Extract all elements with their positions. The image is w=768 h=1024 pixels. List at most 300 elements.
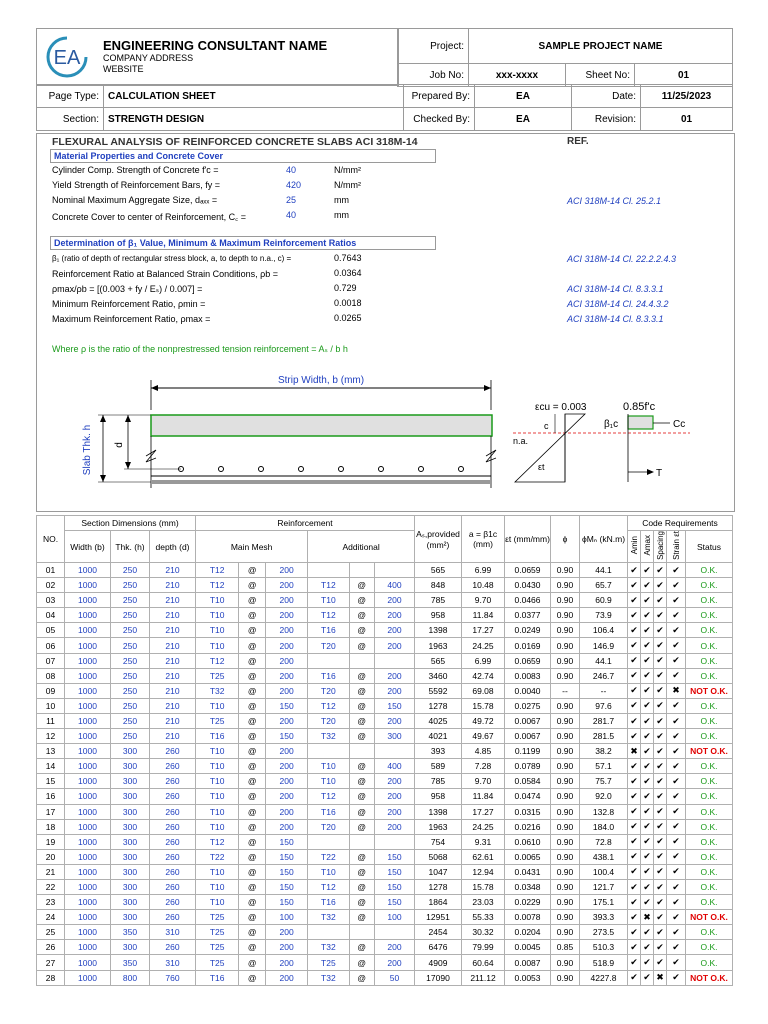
table-cell: 260 — [150, 895, 196, 910]
materials-heading: Material Properties and Concrete Cover — [50, 149, 436, 163]
table-cell: 281.7 — [580, 713, 628, 728]
table-cell: 13 — [37, 744, 65, 759]
cc-label: Cc — [673, 419, 686, 430]
table-cell: 11 — [37, 713, 65, 728]
table-cell: 1000 — [65, 804, 111, 819]
table-cell: 17.27 — [462, 804, 505, 819]
table-cell: 79.99 — [462, 940, 505, 955]
material-label: Nominal Maximum Aggregate Size, dₐₓₓ = — [52, 195, 218, 205]
table-cell: 1963 — [415, 638, 462, 653]
table-cell: ✔ — [667, 955, 686, 970]
table-cell: 200 — [266, 593, 308, 608]
table-cell: 250 — [111, 683, 150, 698]
prepared-value: EA — [475, 85, 572, 108]
table-cell: @ — [349, 608, 374, 623]
table-cell: ✔ — [667, 819, 686, 834]
table-cell: 92.0 — [580, 789, 628, 804]
table-cell: 200 — [266, 955, 308, 970]
table-cell: 9.31 — [462, 834, 505, 849]
table-cell: ✔ — [628, 638, 641, 653]
header-right-table — [397, 28, 733, 87]
table-cell: O.K. — [686, 713, 733, 728]
table-cell: 18 — [37, 819, 65, 834]
material-label: Cylinder Comp. Strength of Concrete f'c = — [52, 165, 219, 175]
table-cell: ✔ — [641, 925, 654, 940]
table-cell: 6.99 — [462, 563, 505, 578]
table-cell: 44.1 — [580, 653, 628, 668]
table-cell: T25 — [196, 925, 239, 940]
table-cell: ✔ — [667, 970, 686, 985]
d-label: d — [114, 442, 125, 448]
table-cell: T32 — [308, 729, 349, 744]
table-cell: ✔ — [628, 729, 641, 744]
table-cell — [349, 744, 374, 759]
table-cell: NOT O.K. — [686, 910, 733, 925]
table-cell: 0.0040 — [505, 683, 551, 698]
table-cell: ✔ — [641, 970, 654, 985]
table-cell: 200 — [374, 819, 414, 834]
table-cell — [374, 744, 414, 759]
table-cell: 211.12 — [462, 970, 505, 985]
table-cell — [308, 653, 349, 668]
table-cell: 07 — [37, 653, 65, 668]
table-cell: 5068 — [415, 849, 462, 864]
table-cell: O.K. — [686, 789, 733, 804]
table-cell: 1000 — [65, 849, 111, 864]
table-cell: T20 — [308, 819, 349, 834]
table-cell: 03 — [37, 593, 65, 608]
table-cell: ✔ — [654, 940, 667, 955]
table-row — [37, 879, 733, 894]
table-cell: 1864 — [415, 895, 462, 910]
table-cell: 1000 — [65, 729, 111, 744]
table-cell: 150 — [266, 834, 308, 849]
table-cell: T25 — [196, 940, 239, 955]
table-cell: T32 — [308, 970, 349, 985]
table-cell: 200 — [266, 653, 308, 668]
table-cell: ✔ — [628, 623, 641, 638]
table-cell: 200 — [266, 940, 308, 955]
table-cell: ✔ — [641, 653, 654, 668]
table-cell: T10 — [196, 819, 239, 834]
table-cell: T16 — [308, 804, 349, 819]
table-cell: ✔ — [641, 774, 654, 789]
table-cell — [349, 925, 374, 940]
table-cell: 848 — [415, 578, 462, 593]
revision-value: 01 — [641, 108, 733, 131]
table-cell: ✔ — [628, 668, 641, 683]
material-unit: N/mm² — [334, 180, 361, 190]
table-cell: T10 — [196, 698, 239, 713]
table-cell: ✔ — [654, 759, 667, 774]
table-cell: T22 — [196, 849, 239, 864]
table-cell: 25 — [37, 925, 65, 940]
company-address: COMPANY ADDRESS — [103, 53, 194, 63]
table-cell: 210 — [150, 608, 196, 623]
table-cell: @ — [239, 940, 266, 955]
table-cell: ✔ — [667, 563, 686, 578]
table-cell: 210 — [150, 713, 196, 728]
table-cell: 02 — [37, 578, 65, 593]
table-cell: ✔ — [641, 759, 654, 774]
table-cell: ✖ — [641, 910, 654, 925]
table-cell: T10 — [196, 804, 239, 819]
table-cell: @ — [239, 879, 266, 894]
slab-thk-label: Slab Thk. h — [82, 424, 93, 476]
table-cell: 5592 — [415, 683, 462, 698]
table-cell: 1000 — [65, 668, 111, 683]
beta-value: 0.0364 — [334, 268, 362, 278]
table-cell: 300 — [111, 759, 150, 774]
table-cell: 15.78 — [462, 879, 505, 894]
table-cell: 250 — [111, 638, 150, 653]
table-cell: 150 — [266, 864, 308, 879]
table-cell: ✔ — [654, 834, 667, 849]
table-cell: 150 — [374, 879, 414, 894]
table-cell: 210 — [150, 668, 196, 683]
table-cell: 1000 — [65, 744, 111, 759]
table-cell: @ — [349, 970, 374, 985]
table-cell: 250 — [111, 623, 150, 638]
table-cell: 0.0466 — [505, 593, 551, 608]
table-cell: ✔ — [641, 879, 654, 894]
table-cell: ✔ — [654, 789, 667, 804]
table-cell: O.K. — [686, 774, 733, 789]
project-label: Project: — [398, 29, 469, 64]
table-cell: 150 — [266, 879, 308, 894]
table-cell: 09 — [37, 683, 65, 698]
beta-ref: ACI 318M-14 Cl. 22.2.2.4.3 — [567, 254, 677, 264]
table-cell: @ — [239, 759, 266, 774]
table-cell: ✖ — [667, 683, 686, 698]
table-cell: @ — [239, 925, 266, 940]
table-cell: ✔ — [628, 578, 641, 593]
title-block — [36, 28, 733, 125]
table-cell: 106.4 — [580, 623, 628, 638]
table-cell: 0.90 — [551, 668, 580, 683]
table-cell: ✔ — [641, 713, 654, 728]
col-spacing: Spacing — [654, 531, 667, 563]
table-cell: 0.0610 — [505, 834, 551, 849]
table-cell: 0.90 — [551, 713, 580, 728]
date-label: Date: — [572, 85, 641, 108]
table-cell: 4021 — [415, 729, 462, 744]
table-cell: ✔ — [641, 668, 654, 683]
table-cell: @ — [349, 910, 374, 925]
table-cell: O.K. — [686, 563, 733, 578]
table-cell: 19 — [37, 834, 65, 849]
col-a: a = β1c (mm) — [462, 516, 505, 563]
table-cell: 42.74 — [462, 668, 505, 683]
table-row — [37, 578, 733, 593]
table-row — [37, 744, 733, 759]
table-cell: ✔ — [628, 940, 641, 955]
table-cell: 1000 — [65, 608, 111, 623]
table-cell: 1000 — [65, 774, 111, 789]
table-cell: ✔ — [654, 849, 667, 864]
col-code-req: Code Requirements — [628, 516, 733, 531]
table-cell: ✔ — [628, 789, 641, 804]
table-cell: ✔ — [628, 759, 641, 774]
table-cell: @ — [349, 774, 374, 789]
table-cell: @ — [349, 849, 374, 864]
table-cell: 200 — [266, 638, 308, 653]
table-cell: 12.94 — [462, 864, 505, 879]
beta-c-label: β₁c — [604, 419, 619, 430]
table-cell: 1000 — [65, 925, 111, 940]
table-cell: ✔ — [641, 789, 654, 804]
table-cell: ✔ — [628, 910, 641, 925]
beta-value: 0.0018 — [334, 298, 362, 308]
table-cell: 0.0659 — [505, 653, 551, 668]
table-cell: 38.2 — [580, 744, 628, 759]
table-cell: 50 — [374, 970, 414, 985]
table-cell: ✔ — [667, 910, 686, 925]
table-cell: 0.0659 — [505, 563, 551, 578]
col-amax: Amax — [641, 531, 654, 563]
table-cell: ✔ — [654, 925, 667, 940]
table-cell: 62.61 — [462, 849, 505, 864]
table-cell: 200 — [374, 804, 414, 819]
table-row — [37, 895, 733, 910]
col-phimn: ϕMₙ (kN.m) — [580, 516, 628, 563]
table-cell: 0.0229 — [505, 895, 551, 910]
table-cell: @ — [239, 804, 266, 819]
table-cell: ✔ — [654, 819, 667, 834]
table-row — [37, 864, 733, 879]
table-cell: 0.90 — [551, 698, 580, 713]
table-cell: 0.90 — [551, 729, 580, 744]
table-cell: 200 — [266, 608, 308, 623]
results-table — [36, 515, 733, 986]
table-cell: ✔ — [654, 910, 667, 925]
col-section-dims: Section Dimensions (mm) — [65, 516, 196, 531]
table-cell: @ — [239, 608, 266, 623]
table-cell: ✔ — [641, 744, 654, 759]
table-cell: ✔ — [641, 819, 654, 834]
table-cell: @ — [349, 729, 374, 744]
table-cell: 17 — [37, 804, 65, 819]
table-cell — [308, 563, 349, 578]
table-cell: 24.25 — [462, 638, 505, 653]
table-cell: 250 — [111, 668, 150, 683]
table-cell: 9.70 — [462, 593, 505, 608]
table-cell: T10 — [196, 608, 239, 623]
table-cell: 250 — [111, 578, 150, 593]
jobno-value: xxx-xxxx — [469, 64, 566, 87]
header-bottom-table — [36, 84, 733, 131]
table-cell: 0.90 — [551, 578, 580, 593]
table-cell: ✔ — [628, 970, 641, 985]
table-cell: ✔ — [628, 713, 641, 728]
table-cell: 400 — [374, 578, 414, 593]
table-cell: 250 — [111, 563, 150, 578]
table-cell: ✔ — [628, 895, 641, 910]
table-cell: @ — [239, 668, 266, 683]
table-cell: 250 — [111, 608, 150, 623]
table-cell: 0.0078 — [505, 910, 551, 925]
table-cell: 785 — [415, 774, 462, 789]
table-cell: ✔ — [628, 563, 641, 578]
table-cell: 121.7 — [580, 879, 628, 894]
table-cell: 4227.8 — [580, 970, 628, 985]
table-cell: ✔ — [667, 925, 686, 940]
table-cell: 300 — [111, 864, 150, 879]
table-cell: 49.72 — [462, 713, 505, 728]
table-cell: 20 — [37, 849, 65, 864]
table-cell: T20 — [308, 713, 349, 728]
table-cell: 0.0204 — [505, 925, 551, 940]
table-cell: 310 — [150, 955, 196, 970]
material-label: Yield Strength of Reinforcement Bars, fy = — [52, 180, 220, 190]
table-cell: T10 — [308, 774, 349, 789]
na-label: n.a. — [513, 436, 529, 446]
table-cell: ✔ — [628, 849, 641, 864]
revision-label: Revision: — [572, 108, 641, 131]
table-cell: 300 — [111, 895, 150, 910]
table-cell: 350 — [111, 925, 150, 940]
table-cell: ✔ — [667, 578, 686, 593]
table-cell: 0.0348 — [505, 879, 551, 894]
table-cell: T12 — [308, 879, 349, 894]
table-cell: 150 — [374, 895, 414, 910]
table-cell: 0.0216 — [505, 819, 551, 834]
table-cell: O.K. — [686, 729, 733, 744]
table-row — [37, 970, 733, 985]
table-cell: ✔ — [654, 864, 667, 879]
table-cell: 0.90 — [551, 608, 580, 623]
table-cell: 100 — [374, 910, 414, 925]
table-cell: T25 — [196, 713, 239, 728]
table-cell: T12 — [308, 608, 349, 623]
table-cell: O.K. — [686, 608, 733, 623]
table-cell: 0.90 — [551, 789, 580, 804]
col-eps: εt (mm/mm) — [505, 516, 551, 563]
table-cell: 400 — [374, 759, 414, 774]
table-cell: @ — [349, 804, 374, 819]
table-cell: 200 — [266, 819, 308, 834]
table-cell: @ — [349, 638, 374, 653]
table-cell: ✔ — [654, 593, 667, 608]
table-cell: 518.9 — [580, 955, 628, 970]
table-cell: ✔ — [654, 955, 667, 970]
table-cell: 150 — [266, 698, 308, 713]
table-cell: 60.64 — [462, 955, 505, 970]
table-cell: NOT O.K. — [686, 970, 733, 985]
table-cell: 1000 — [65, 623, 111, 638]
table-cell: ✔ — [667, 668, 686, 683]
beta-label: Minimum Reinforcement Ratio, ρmin = — [52, 299, 206, 309]
table-cell: 184.0 — [580, 819, 628, 834]
table-cell: T25 — [196, 910, 239, 925]
table-cell — [349, 653, 374, 668]
table-cell: @ — [349, 789, 374, 804]
material-value: 40 — [286, 165, 297, 175]
table-cell: 246.7 — [580, 668, 628, 683]
table-cell: @ — [349, 955, 374, 970]
table-cell: ✔ — [654, 744, 667, 759]
table-cell: T32 — [196, 683, 239, 698]
table-cell: T10 — [196, 638, 239, 653]
table-cell: 1963 — [415, 819, 462, 834]
beta-value: 0.729 — [334, 283, 357, 293]
table-cell: ✔ — [641, 608, 654, 623]
table-cell: 60.9 — [580, 593, 628, 608]
table-cell: @ — [239, 864, 266, 879]
table-cell: 260 — [150, 834, 196, 849]
table-cell: 200 — [266, 789, 308, 804]
ref-label: REF. — [567, 136, 589, 147]
table-cell: ✔ — [641, 593, 654, 608]
table-cell: 200 — [374, 668, 414, 683]
table-cell: 44.1 — [580, 563, 628, 578]
table-cell: 1000 — [65, 834, 111, 849]
table-cell: T10 — [308, 864, 349, 879]
table-cell: 1000 — [65, 713, 111, 728]
table-cell: 150 — [266, 849, 308, 864]
table-cell: @ — [239, 729, 266, 744]
table-cell: @ — [349, 759, 374, 774]
table-cell — [374, 925, 414, 940]
material-unit: N/mm² — [334, 165, 361, 175]
table-cell: T10 — [196, 789, 239, 804]
t-label: T — [656, 468, 663, 479]
table-cell: 1000 — [65, 940, 111, 955]
table-cell: ✔ — [654, 623, 667, 638]
table-cell: @ — [239, 698, 266, 713]
table-cell: 200 — [374, 713, 414, 728]
table-row — [37, 925, 733, 940]
table-cell: 4025 — [415, 713, 462, 728]
table-cell: 210 — [150, 623, 196, 638]
checked-label: Checked By: — [404, 108, 475, 131]
table-cell: T12 — [308, 578, 349, 593]
table-cell — [308, 834, 349, 849]
col-thk: Thk. (h) — [111, 531, 150, 563]
table-cell: 10.48 — [462, 578, 505, 593]
table-cell: @ — [349, 864, 374, 879]
section-label: Section: — [37, 108, 104, 131]
table-cell: 0.0169 — [505, 638, 551, 653]
note-text: Where ρ is the ratio of the nonprestressed tension reinforcement = Aₛ / b h — [52, 344, 348, 354]
table-cell: @ — [349, 578, 374, 593]
table-cell: 200 — [266, 970, 308, 985]
table-cell: 0.90 — [551, 970, 580, 985]
table-cell: 300 — [111, 744, 150, 759]
table-row — [37, 834, 733, 849]
beta-label: Maximum Reinforcement Ratio, ρmax = — [52, 314, 211, 324]
table-cell: ✔ — [654, 563, 667, 578]
table-cell: O.K. — [686, 879, 733, 894]
table-cell: 200 — [266, 759, 308, 774]
ecu-label: εcu = 0.003 — [535, 402, 587, 413]
table-cell: @ — [239, 593, 266, 608]
table-cell: 785 — [415, 593, 462, 608]
table-row — [37, 849, 733, 864]
table-cell: 100.4 — [580, 864, 628, 879]
pagetype-label: Page Type: — [37, 85, 104, 108]
col-main-mesh: Main Mesh — [196, 531, 308, 563]
beta-label: ρmax/ρb = [(0.003 + fy / Eₛ) / 0.007] = — [52, 284, 203, 294]
table-cell: 0.90 — [551, 804, 580, 819]
table-cell: 260 — [150, 774, 196, 789]
table-row — [37, 608, 733, 623]
table-cell: ✔ — [641, 895, 654, 910]
table-cell: -- — [580, 683, 628, 698]
table-cell: 23.03 — [462, 895, 505, 910]
table-cell: 200 — [374, 638, 414, 653]
sheet-label: Sheet No: — [566, 64, 635, 87]
